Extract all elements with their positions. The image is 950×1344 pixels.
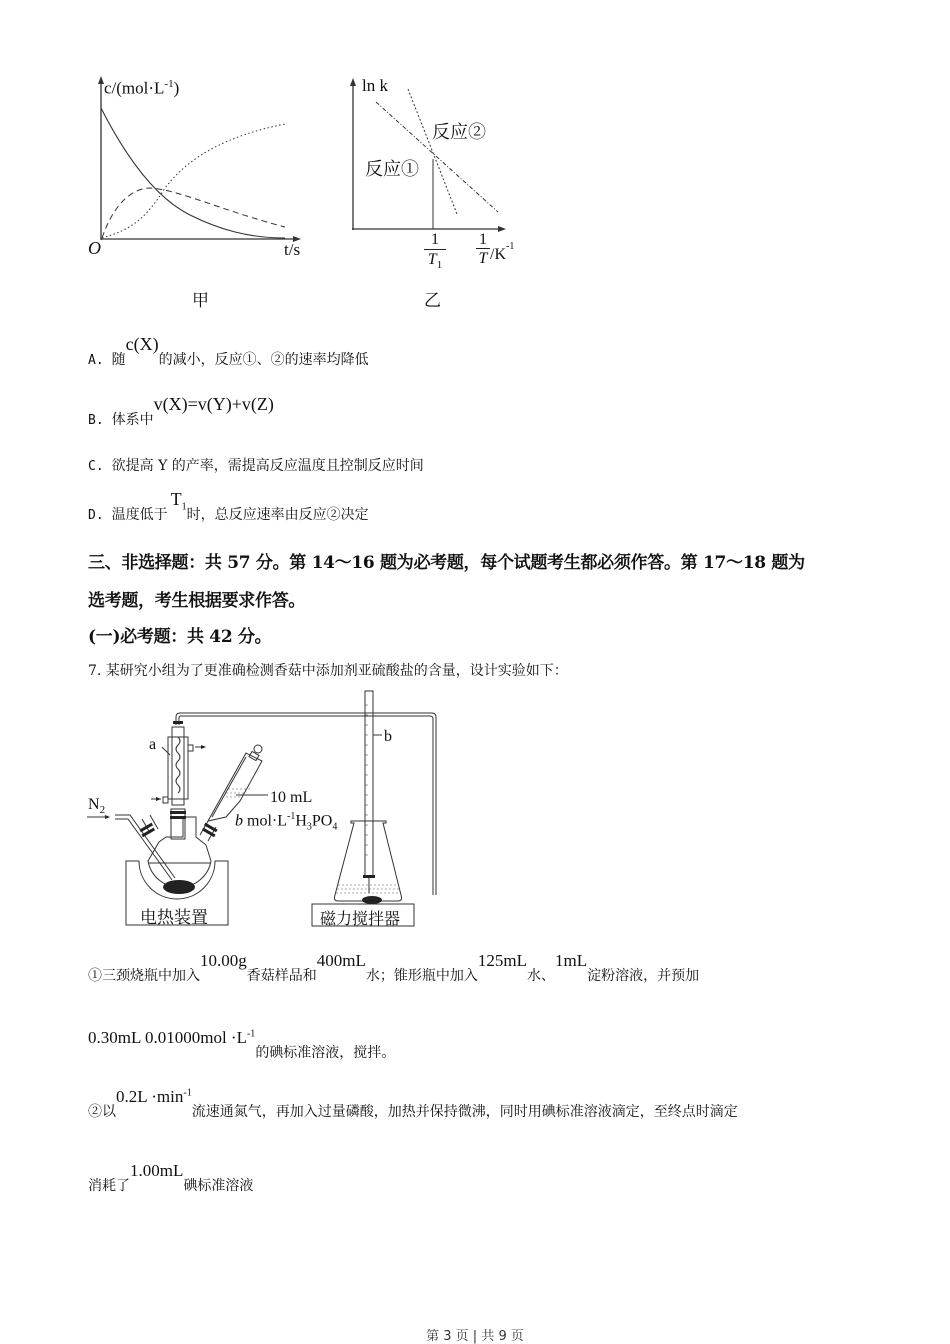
figure-jia-x-axis-label: t/s	[284, 240, 301, 259]
step-text: 消耗了	[88, 1178, 130, 1194]
reagent-sup: -1	[287, 811, 296, 822]
n2-text: N	[88, 796, 100, 813]
option-c	[88, 455, 424, 475]
step-text: 淀粉溶液，并预加	[587, 968, 700, 984]
option-label: A.	[88, 353, 104, 368]
y-axis-close: )	[173, 78, 180, 98]
figure-yi-reaction1-label: 反应①	[365, 159, 419, 180]
option-text: 温度低于	[111, 507, 168, 523]
reagent-sub2: 4	[332, 821, 338, 833]
tick-T-sub: 1	[436, 259, 443, 272]
reagent-po: PO	[311, 812, 333, 830]
n2-sub: 2	[99, 804, 106, 817]
step-value-text: 0.2L ·min	[116, 1087, 184, 1106]
reagent-sub1: 3	[306, 821, 312, 833]
figure-yi-caption: 乙	[424, 291, 441, 311]
step-text: 香菇样品和	[246, 968, 317, 984]
reagent-unit: mol·L	[243, 812, 287, 830]
step-text: 流速通氮气，再加入过量磷酸，加热并保持微沸，同时用碘标准溶液滴定，至终点时滴定	[191, 1104, 738, 1120]
frac-numerator: 1	[424, 232, 446, 250]
option-label: B.	[88, 413, 104, 428]
question-7-stem: 7. 某研究小组为了更准确检测香菇中添加剂亚硫酸盐的含量，设计实验如下：	[88, 663, 568, 679]
apparatus-diagram	[80, 685, 440, 935]
step-value-sup: -1	[183, 1087, 192, 1099]
option-d	[88, 489, 369, 527]
page-footer: 第 3 页 | 共 9 页	[426, 1329, 524, 1344]
step-value: 1mL	[554, 951, 588, 970]
step-value	[116, 1087, 192, 1106]
step-value-sup: -1	[246, 1028, 256, 1040]
option-label: D.	[88, 508, 104, 523]
figure-yi-y-axis-label: ln k	[362, 76, 388, 95]
question-7-step1-line1	[88, 951, 700, 985]
section-subheading: (一)必考题：共 42 分。	[88, 627, 272, 647]
option-math	[170, 489, 187, 513]
step-value: 400mL	[316, 951, 366, 970]
option-math: c(X)	[125, 334, 159, 354]
y-axis-label-text: c/(mol·L	[104, 78, 165, 98]
apparatus-label-n2	[88, 796, 105, 816]
step-text: 水、	[526, 968, 555, 984]
reagent-h: H	[295, 812, 307, 830]
apparatus-label-heater: 电热装置	[140, 908, 208, 928]
option-text: 随	[111, 352, 126, 368]
math-T-sub: 1	[181, 501, 187, 513]
section-heading-line2: 选考题，考生根据要求作答。	[88, 591, 306, 611]
step-value-text: 0.30mL 0.01000mol ·L	[88, 1028, 247, 1047]
option-label: C.	[88, 459, 104, 474]
step-value	[88, 1028, 255, 1047]
apparatus-label-a: a	[149, 736, 157, 753]
frac-denominator	[424, 250, 446, 271]
figure-yi-x-axis-label	[476, 232, 514, 267]
step-value: 10.00g	[200, 951, 247, 970]
x-axis-sup: -1	[506, 240, 515, 252]
figure-yi-chart	[340, 70, 540, 320]
frac-denominator-T: T	[478, 250, 488, 267]
math-T: T	[170, 489, 182, 509]
option-text: 欲提高 Y 的产率，需提高反应温度且控制反应时间	[111, 458, 424, 474]
question-7-step2-line2	[88, 1161, 254, 1195]
step-text: 水；锥形瓶中加入	[365, 968, 478, 984]
option-text: 的减小，反应①、②的速率均降低	[158, 352, 369, 368]
apparatus-label-reagent	[235, 811, 337, 833]
figure-yi-reaction2-label: 反应②	[432, 122, 486, 143]
step-text: 的碘标准溶液，搅拌。	[255, 1045, 396, 1061]
x-axis-unit: /K	[490, 246, 506, 264]
option-math: v(X)=v(Y)+v(Z)	[153, 394, 274, 414]
apparatus-label-stirrer: 磁力搅拌器	[320, 909, 401, 928]
option-a	[88, 334, 369, 369]
option-b	[88, 394, 274, 429]
apparatus-label-b: b	[384, 728, 392, 745]
step-text: ①三颈烧瓶中加入	[88, 968, 200, 984]
figure-jia-chart	[80, 70, 320, 320]
figure-jia-origin: O	[88, 238, 101, 258]
y-axis-sup: -1	[164, 78, 174, 90]
step-text: ②以	[88, 1104, 116, 1120]
step-value: 125mL	[477, 951, 527, 970]
figure-jia-caption: 甲	[192, 291, 209, 311]
option-text: 时，总反应速率由反应②决定	[186, 507, 369, 523]
figure-jia-y-axis-label	[104, 78, 179, 99]
step-value: 1.00mL	[130, 1161, 184, 1180]
tick-T: T	[427, 251, 437, 268]
apparatus-label-volume: 10 mL	[270, 789, 313, 806]
frac-numerator: 1	[476, 232, 490, 249]
section-heading-line1: 三、非选择题：共 57 分。第 14～16 题为必考题，每个试题考生都必须作答。第 17～18 题为	[88, 553, 805, 573]
reagent-b: b	[235, 812, 243, 830]
figure-yi-x-tick-1-over-T1	[424, 232, 446, 271]
step-text: 碘标准溶液	[183, 1178, 254, 1194]
option-text: 体系中	[111, 412, 154, 428]
